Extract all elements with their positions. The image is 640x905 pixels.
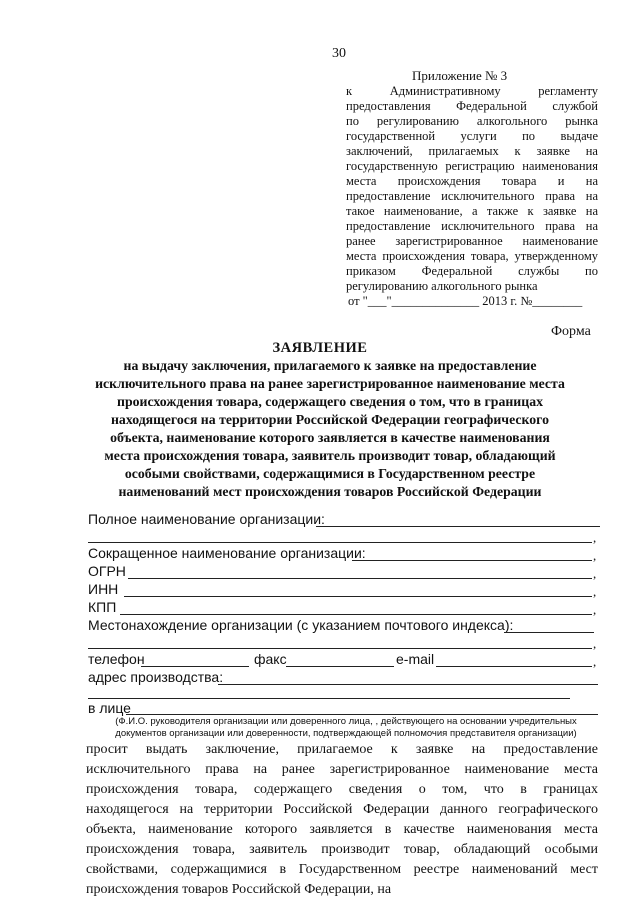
kpp-label: КПП xyxy=(88,599,117,615)
in-person-label: в лице xyxy=(88,700,131,716)
appendix-line: такое наименование, а также к заявке на xyxy=(346,204,598,218)
appendix-line: предоставления Федеральной службой xyxy=(346,99,598,113)
subtitle-line: исключительного права на ранее зарегистрированное наименование места xyxy=(95,376,565,391)
full-name-input-line[interactable] xyxy=(316,526,600,527)
comma: , xyxy=(593,602,597,617)
representative-footnote: (Ф.И.О. руководителя организации или доверенного лица, , действующего на основании учредительных документов организации или доверенности, подтверждающей полномочия представителя организации) xyxy=(115,716,577,739)
inn-label: ИНН xyxy=(88,581,119,597)
appendix-line: места происхождения товара, утвержденному xyxy=(346,249,598,263)
appendix-line: регулированию алкогольного рынка xyxy=(346,279,538,293)
phone-input-line[interactable] xyxy=(141,666,249,667)
ogrn-label: ОГРН xyxy=(88,563,126,579)
fax-input-line[interactable] xyxy=(286,666,394,667)
comma: , xyxy=(593,566,597,581)
location-input-line[interactable] xyxy=(504,632,594,633)
inn-input-line[interactable] xyxy=(124,596,592,597)
location-input-line-2[interactable] xyxy=(88,648,592,649)
subtitle-line: объекта, наименование которого заявляется в качестве наименования xyxy=(110,430,550,445)
full-name-input-line-2[interactable] xyxy=(88,542,592,543)
body-line: происхождения товара, содержащего сведения о том, что в границах xyxy=(86,782,598,797)
body-line: свойствами, содержащимися в Государственном реестре наименований мест xyxy=(86,862,598,877)
kpp-input-line[interactable] xyxy=(120,614,592,615)
document-title: ЗАЯВЛЕНИЕ xyxy=(272,340,368,356)
comma: , xyxy=(593,548,597,563)
appendix-line: к Административному регламенту xyxy=(346,84,598,98)
production-address-input-line[interactable] xyxy=(218,684,598,685)
body-line: происхождения товаров Российской Федерации, на xyxy=(86,882,392,897)
email-label: e-mail xyxy=(396,651,435,667)
body-line: происхождения товара, заявитель производит товар, обладающий особыми xyxy=(86,842,598,857)
appendix-line: места происхождения товара и на xyxy=(346,174,598,188)
subtitle-line: особыми свойствами, содержащимися в Государственном реестре xyxy=(124,466,536,481)
phone-label: телефон xyxy=(88,651,145,667)
comma: , xyxy=(593,636,597,651)
ogrn-input-line[interactable] xyxy=(128,578,592,579)
appendix-line: заключений, прилагаемых к заявке на xyxy=(346,144,598,158)
appendix-line: государственной услуги по выдаче xyxy=(346,129,598,143)
location-label: Местонахождение организации (с указанием почтового индекса): xyxy=(88,617,514,633)
production-address-label: адрес производства: xyxy=(88,669,224,685)
short-name-input-line[interactable] xyxy=(352,560,592,561)
appendix-date-line: от "___"______________ 2013 г. №________ xyxy=(348,294,583,308)
appendix-line: ранее зарегистрированное наименование xyxy=(346,234,598,248)
comma: , xyxy=(593,530,597,545)
short-name-label: Сокращенное наименование организации: xyxy=(88,545,366,561)
appendix-line: государственную регистрацию наименования xyxy=(346,159,598,173)
subtitle-line: на выдачу заключения, прилагаемого к заявке на предоставление xyxy=(123,358,537,373)
subtitle-line: наименований мест происхождения товаров Российской Федерации xyxy=(118,484,542,499)
fax-label: факс xyxy=(254,651,287,667)
comma: , xyxy=(593,584,597,599)
representative-input-line[interactable] xyxy=(126,714,598,715)
appendix-line: приказом Федеральной службы по xyxy=(346,264,598,278)
body-line: просит выдать заключение, прилагаемое к заявке на предоставление xyxy=(86,742,598,757)
page-number: 30 xyxy=(332,46,346,61)
subtitle-line: находящегося на территории Российской Федерации географического xyxy=(110,412,549,427)
body-line: находящегося на территории Российской Федерации данного географического xyxy=(86,802,598,817)
comma: , xyxy=(593,654,597,669)
full-name-label: Полное наименование организации: xyxy=(88,511,325,527)
production-address-input-line-2[interactable] xyxy=(88,698,570,699)
appendix-line: предоставление исключительного права на xyxy=(346,189,598,203)
body-line: исключительного права на ранее зарегистрированное наименование места xyxy=(86,762,598,777)
email-input-line[interactable] xyxy=(436,666,592,667)
appendix-line: предоставление исключительного права на xyxy=(346,219,598,233)
form-label: Форма xyxy=(551,324,591,339)
appendix-title: Приложение № 3 xyxy=(412,68,508,83)
appendix-line: по регулированию алкогольного рынка xyxy=(346,114,598,128)
subtitle-line: происхождения товара, содержащего сведения о том, что в границах xyxy=(117,394,543,409)
subtitle-line: места происхождения товара, заявитель производит товар, обладающий xyxy=(104,448,556,463)
body-line: объекта, наименование которого заявляется в качестве наименования места xyxy=(86,822,598,837)
